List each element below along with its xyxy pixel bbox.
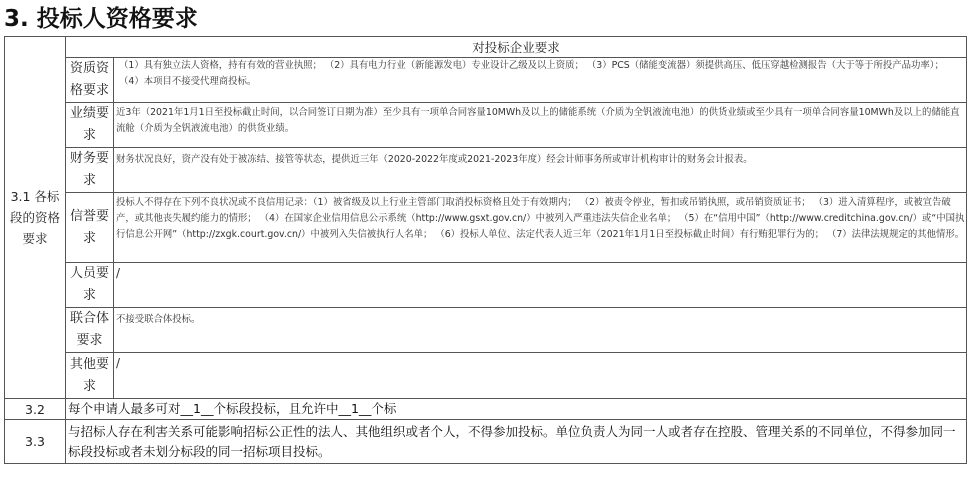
table-row	[5, 103, 967, 148]
row-content-3-3: 与招标人存在利害关系可能影响招标公正性的法人、其他组织或者个人，不得参加投标。单位负责人为同一人或者存在控股、管理关系的不同单位，不得参加同一标段投标或者未划分标段的同一招标项目投标。	[66, 420, 967, 464]
row-label-other: 其他要求	[66, 353, 114, 399]
qualification-table	[4, 36, 967, 464]
row-label-performance: 业绩要求	[66, 103, 114, 148]
row-label-finance: 财务要求	[66, 148, 114, 193]
row-number-3-3: 3.3	[5, 420, 66, 464]
table-row	[5, 58, 967, 103]
row-content-consortium: 不接受联合体投标。	[114, 308, 967, 353]
table-row	[5, 353, 967, 399]
row-number-3-2: 3.2	[5, 399, 66, 420]
row-content-performance: 近3年（2021年1月1日至投标截止时间，以合同签订日期为准）至少具有一项单合同容量10MWh及以上的储能系统（介质为全钒液流电池）的供货业绩或至少具有一项单合同容量10MWh及以上的储能直流舱（介质为全钒液流电池）的供货业绩。	[114, 103, 967, 148]
row-content-personnel: /	[114, 263, 967, 308]
table-row	[5, 263, 967, 308]
section-title: 3. 投标人资格要求	[4, 6, 198, 32]
row-label-consortium: 联合体要求	[66, 308, 114, 353]
table-header: 对投标企业要求	[66, 37, 967, 58]
row-content-credit: 投标人不得存在下列不良状况或不良信用记录：（1）被省级及以上行业主管部门取消投标资格且处于有效期内； （2）被责令停业，暂扣或吊销执照，或吊销资质证书； （3）进入清算程序，或被宣告破产，或其他丧失履约能力的情形； （4）在国家企业信用信息公示系统（http://www.gsxt.gov.cn/）中被列入严重违法失信企业名单； （5）在“信用中国”（http://www.creditchina.gov.cn/）或“中国执行信息公开网”（http://zxgk.court.gov.cn/）中被列入失信被执行人名单； （6）投标人单位、法定代表人近三年（2021年1月1日至投标截止时间）有行贿犯罪行为的； （7）法律法规规定的其他情形。	[114, 193, 967, 263]
row-content-qualification: （1）具有独立法人资格，持有有效的营业执照； （2）具有电力行业（新能源发电）专业设计乙级及以上资质； （3）PCS（储能变流器）须提供高压、低压穿越检测报告（大于等于所投产品功率）； （4）本项目不接受代理商投标。	[114, 58, 967, 103]
table-row	[5, 193, 967, 263]
row-label-credit: 信誉要求	[66, 193, 114, 263]
row-content-other: /	[114, 353, 967, 399]
row-content-3-2: 每个申请人最多可对__1__个标段投标，且允许中__1__个标	[66, 399, 967, 420]
section-3-1-text: 3.1 各标段的资格要求	[9, 189, 60, 246]
section-3-1-label	[5, 37, 66, 399]
row-label-qualification: 资质资格要求	[66, 58, 114, 103]
table-row	[5, 148, 967, 193]
table-row	[5, 420, 967, 464]
table-row	[5, 308, 967, 353]
table-row	[5, 399, 967, 420]
row-label-personnel: 人员要求	[66, 263, 114, 308]
row-content-finance: 财务状况良好，资产没有处于被冻结、接管等状态，提供近三年（2020-2022年度或2021-2023年度）经会计师事务所或审计机构审计的财务会计报表。	[114, 148, 967, 193]
